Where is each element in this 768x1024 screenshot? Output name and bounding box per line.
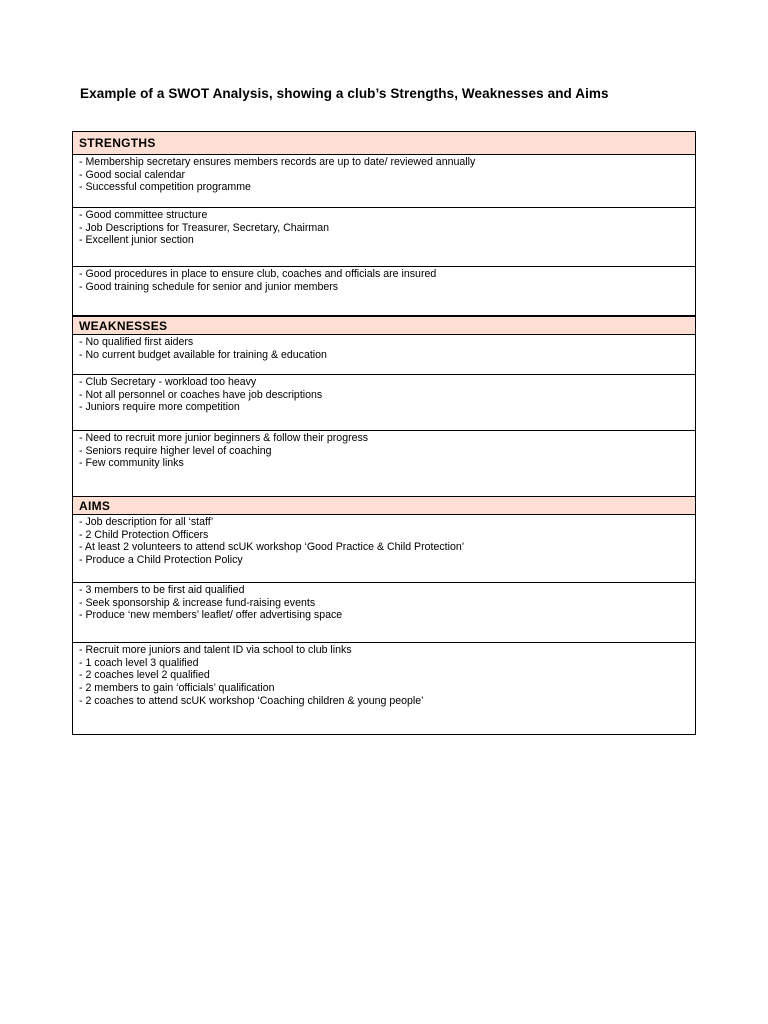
strengths-cell-1-line-1: - Membership secretary ensures members records are up to date/ reviewed annually (79, 156, 476, 168)
strengths-cell-2-line-1: - Good committee structure (79, 209, 208, 221)
strengths-cell-3-line-2: - Good training schedule for senior and junior members (79, 280, 339, 293)
aims-cell-3 (73, 643, 695, 734)
weaknesses-cell-3-line-3: - Few community links (79, 457, 184, 470)
aims-cell-1-line-3: - At least 2 volunteers to attend scUK workshop ‘Good Practice & Child Protection’ (79, 541, 465, 554)
aims-cell-2-line-1: - 3 members to be first aid qualified (79, 584, 245, 596)
aims-cell-1-line-2: - 2 Child Protection Officers (79, 528, 209, 541)
weaknesses-cell-3-line-1: - Need to recruit more junior beginners & follow their progress (79, 432, 369, 444)
strengths-cell-2-line-3: - Excellent junior section (79, 234, 194, 247)
aims-header: AIMS (73, 497, 695, 515)
strengths-cell-1-line-2: - Good social calendar (79, 168, 185, 181)
weaknesses-cell-1-line-1: - No qualified first aiders (79, 336, 194, 348)
weaknesses-header: WEAKNESSES (73, 316, 695, 335)
aims-cell-3-line-3: - 2 coaches level 2 qualified (79, 669, 210, 682)
swot-table (72, 131, 696, 735)
weaknesses-cell-2-line-3: - Juniors require more competition (79, 401, 240, 414)
weaknesses-cell-2-line-2: - Not all personnel or coaches have job descriptions (79, 388, 323, 401)
weaknesses-cell-2 (73, 375, 695, 431)
strengths-cell-2-line-2: - Job Descriptions for Treasurer, Secretary, Chairman (79, 221, 330, 234)
aims-cell-2-line-2: - Seek sponsorship & increase fund-raising events (79, 596, 316, 609)
aims-cell-1-line-1: - Job description for all ‘staff’ (79, 516, 214, 528)
strengths-cell-3 (73, 267, 695, 316)
strengths-cell-1 (73, 155, 695, 208)
strengths-header: STRENGTHS (73, 132, 695, 155)
aims-cell-1 (73, 515, 695, 583)
weaknesses-cell-3-line-2: - Seniors require higher level of coaching (79, 444, 272, 457)
aims-cell-3-line-4: - 2 members to gain ‘officials’ qualification (79, 682, 275, 695)
aims-cell-3-line-2: - 1 coach level 3 qualified (79, 656, 199, 669)
strengths-cell-3-line-1: - Good procedures in place to ensure club, coaches and officials are insured (79, 268, 437, 280)
weaknesses-cell-2-line-1: - Club Secretary - workload too heavy (79, 376, 257, 388)
weaknesses-cell-1-line-2: - No current budget available for training & education (79, 348, 327, 361)
strengths-cell-1-line-3: - Successful competition programme (79, 181, 251, 194)
weaknesses-cell-1 (73, 335, 695, 375)
document-title: Example of a SWOT Analysis, showing a club’s Strengths, Weaknesses and Aims (80, 86, 609, 101)
aims-cell-2-line-3: - Produce ‘new members’ leaflet/ offer advertising space (79, 609, 343, 622)
strengths-cell-2 (73, 208, 695, 267)
weaknesses-cell-3 (73, 431, 695, 497)
aims-cell-2 (73, 583, 695, 643)
aims-cell-3-line-1: - Recruit more juniors and talent ID via school to club links (79, 644, 352, 656)
aims-cell-1-line-4: - Produce a Child Protection Policy (79, 554, 243, 567)
aims-cell-3-line-5: - 2 coaches to attend scUK workshop ‘Coaching children & young people’ (79, 694, 424, 707)
